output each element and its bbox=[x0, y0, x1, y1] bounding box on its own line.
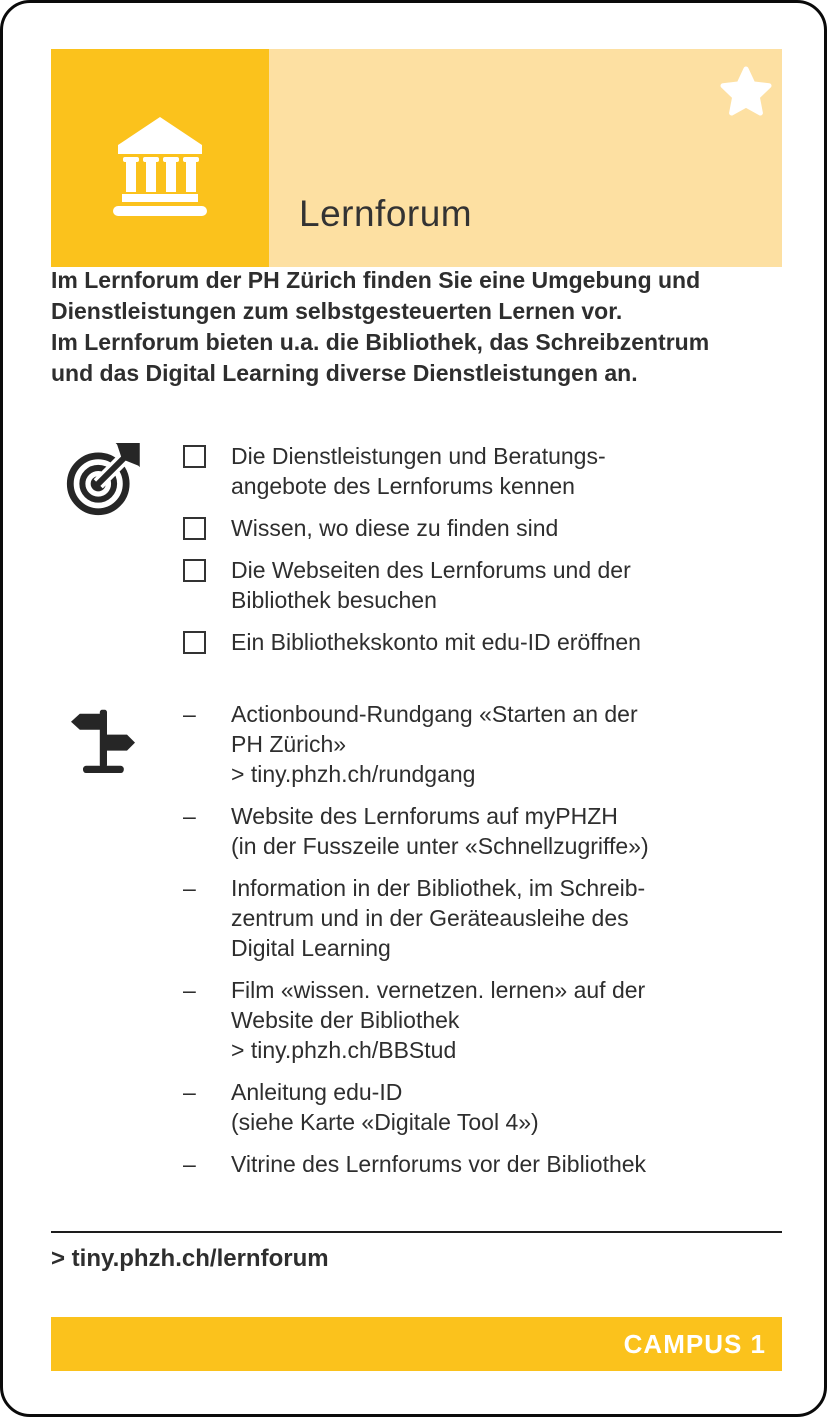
goal-line: Die Dienstleistungen und Beratungs- bbox=[231, 443, 606, 469]
direction-line: zentrum und in der Geräteausleihe des bbox=[231, 905, 629, 931]
directions-icon-cell bbox=[51, 699, 183, 1179]
goal-item-text bbox=[231, 555, 824, 615]
direction-line: Digital Learning bbox=[231, 935, 391, 961]
direction-line: Information in der Bibliothek, im Schreib- bbox=[231, 875, 646, 901]
goals-list bbox=[183, 441, 824, 657]
checkbox[interactable] bbox=[183, 517, 206, 540]
dash-bullet: – bbox=[183, 803, 196, 829]
directions-list bbox=[183, 699, 824, 1179]
direction-item-text bbox=[231, 975, 824, 1065]
direction-line: Vitrine des Lernforums vor der Bibliothek bbox=[231, 1151, 647, 1177]
direction-item bbox=[183, 801, 824, 861]
campus-badge: CAMPUS 1 bbox=[623, 1328, 766, 1359]
goal-line: Die Webseiten des Lernforums und der bbox=[231, 557, 631, 583]
goal-item-text bbox=[231, 441, 824, 501]
header-icon-box bbox=[51, 49, 269, 267]
direction-item-text bbox=[231, 1077, 824, 1137]
target-icon bbox=[64, 443, 140, 517]
direction-item-text bbox=[231, 801, 824, 861]
signpost-icon bbox=[67, 705, 139, 777]
intro-paragraph bbox=[51, 265, 776, 389]
direction-line: Website der Bibliothek bbox=[231, 1007, 460, 1033]
direction-item bbox=[183, 1149, 824, 1179]
header-title-area bbox=[269, 49, 782, 267]
header bbox=[51, 49, 782, 267]
checkbox[interactable] bbox=[183, 559, 206, 582]
direction-item-text bbox=[231, 873, 824, 963]
dash-bullet: – bbox=[183, 875, 196, 901]
intro-line: Im Lernforum bieten u.a. die Bibliothek, das Schreibzentrum bbox=[51, 329, 710, 355]
bank-icon bbox=[100, 98, 220, 218]
goal-item bbox=[183, 513, 824, 543]
checkbox[interactable] bbox=[183, 445, 206, 468]
direction-line: (in der Fusszeile unter «Schnellzugriffe») bbox=[231, 833, 649, 859]
goal-line: angebote des Lernforums kennen bbox=[231, 473, 575, 499]
goals-icon-cell bbox=[51, 441, 183, 657]
direction-line: Actionbound-Rundgang «Starten an der bbox=[231, 701, 638, 727]
direction-line: Anleitung edu-ID bbox=[231, 1079, 403, 1105]
intro-line: Im Lernforum der PH Zürich finden Sie eine Umgebung und bbox=[51, 267, 701, 293]
dash-bullet: – bbox=[183, 701, 196, 727]
direction-line: Film «wissen. vernetzen. lernen» auf der bbox=[231, 977, 646, 1003]
dash-bullet: – bbox=[183, 1079, 196, 1105]
intro-line: Dienstleistungen zum selbstgesteuerten Lernen vor. bbox=[51, 298, 623, 324]
goal-line: Wissen, wo diese zu finden sind bbox=[231, 515, 559, 541]
direction-item bbox=[183, 975, 824, 1065]
star-icon bbox=[720, 65, 772, 117]
goal-item bbox=[183, 555, 824, 615]
dash-bullet: – bbox=[183, 977, 196, 1003]
direction-item-text bbox=[231, 1149, 824, 1179]
intro-line: und das Digital Learning diverse Dienstleistungen an. bbox=[51, 360, 638, 386]
direction-line: Website des Lernforums auf myPHZH bbox=[231, 803, 618, 829]
goal-item-text bbox=[231, 513, 824, 543]
footer-divider bbox=[51, 1231, 782, 1233]
directions-section bbox=[3, 699, 824, 1179]
direction-line: (siehe Karte «Digitale Tool 4») bbox=[231, 1109, 539, 1135]
footer-link: > tiny.phzh.ch/lernforum bbox=[51, 1245, 329, 1272]
direction-item bbox=[183, 699, 824, 789]
direction-link-line: > tiny.phzh.ch/BBStud bbox=[231, 1037, 457, 1063]
direction-line: PH Zürich» bbox=[231, 731, 347, 757]
goal-line: Ein Bibliothekskonto mit edu-ID eröffnen bbox=[231, 629, 641, 655]
goal-item bbox=[183, 441, 824, 501]
direction-item bbox=[183, 873, 824, 963]
goals-section bbox=[3, 441, 824, 657]
direction-link-line: > tiny.phzh.ch/rundgang bbox=[231, 761, 476, 787]
dash-bullet: – bbox=[183, 1151, 196, 1177]
checkbox[interactable] bbox=[183, 631, 206, 654]
campus-bar bbox=[51, 1317, 782, 1371]
page-title: Lernforum bbox=[299, 193, 473, 234]
goal-item bbox=[183, 627, 824, 657]
goal-line: Bibliothek besuchen bbox=[231, 587, 437, 613]
direction-item bbox=[183, 1077, 824, 1137]
direction-item-text bbox=[231, 699, 824, 789]
goal-item-text bbox=[231, 627, 824, 657]
